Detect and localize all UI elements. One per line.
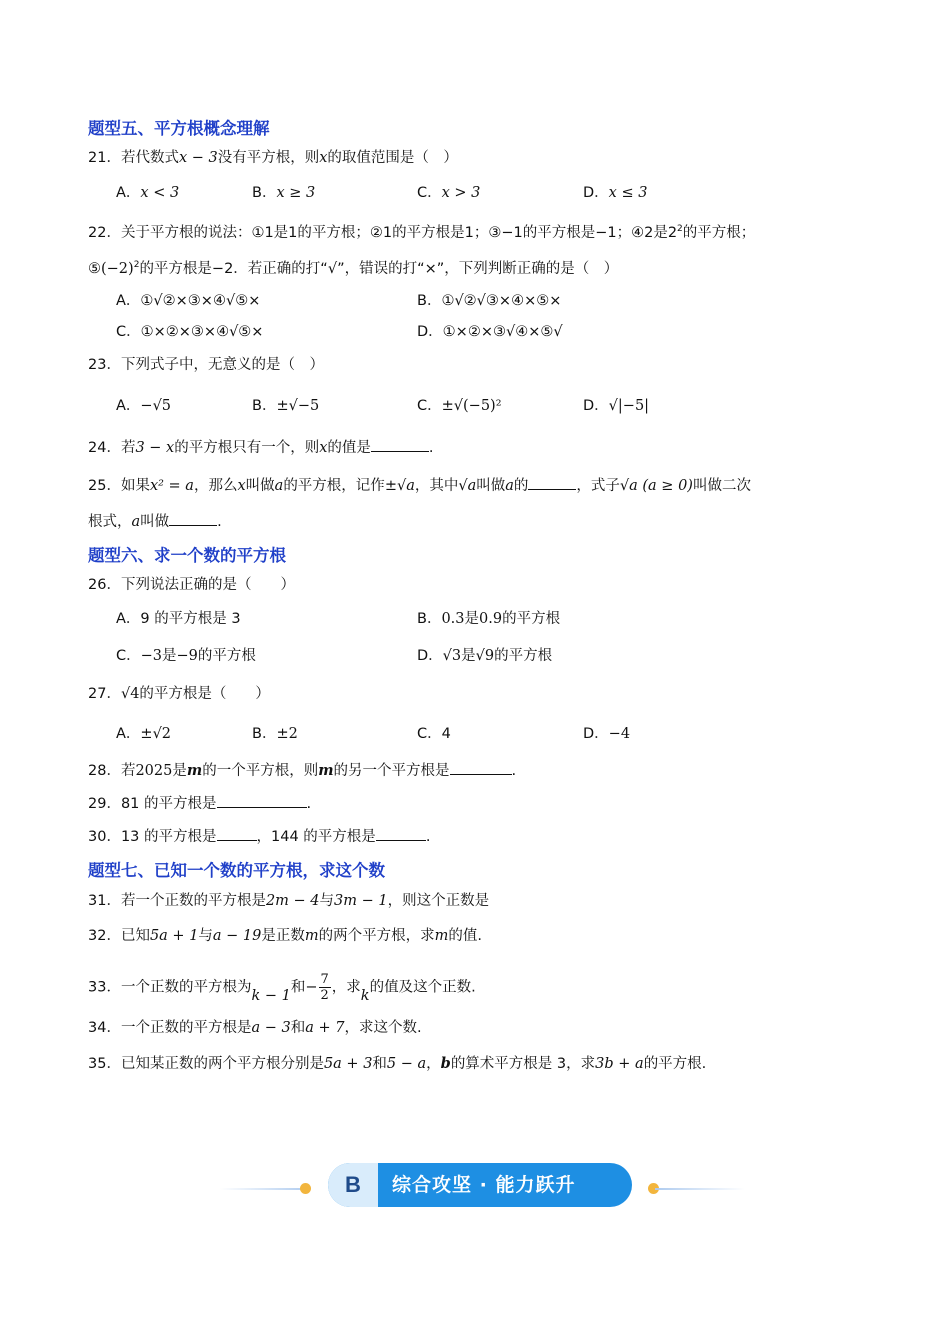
question-32: 32．已知5a + 1与a − 19是正数m的两个平方根，求m的值. bbox=[88, 928, 482, 944]
answer-blank[interactable] bbox=[217, 793, 307, 808]
option-c: C．①×②×③×④√⑤× bbox=[116, 324, 264, 340]
question-33: 33．一个正数的平方根为k − 1和− $\frac{7}{2}$ ，求k的值及这个正数. bbox=[88, 972, 476, 1004]
option-d: D．x ≤ 3 bbox=[583, 185, 648, 201]
option-d: D．√3是√9的平方根 bbox=[417, 648, 553, 664]
question-23: 23．下列式子中，无意义的是（ ） bbox=[88, 357, 324, 373]
question-26: 26．下列说法正确的是（ ） bbox=[88, 577, 295, 593]
option-a: A．①√②×③×④√⑤× bbox=[116, 293, 261, 309]
answer-blank[interactable] bbox=[376, 826, 426, 841]
option-c: C．−3是−9的平方根 bbox=[116, 648, 256, 664]
section-banner bbox=[210, 1160, 750, 1216]
option-a: A．9 的平方根是 3 bbox=[116, 611, 241, 627]
section-title-6: 题型六、求一个数的平方根 bbox=[88, 546, 286, 565]
question-25-line1: 25．如果x² = a，那么x叫做a的平方根，记作±√a，其中√a叫做a的 ，式子√a (a ≥ 0)叫做二次 bbox=[88, 475, 751, 496]
option-d: D．−4 bbox=[583, 726, 631, 742]
option-d: D．√|−5| bbox=[583, 398, 650, 414]
question-34: 34．一个正数的平方根是a − 3和a + 7，求这个数. bbox=[88, 1020, 422, 1036]
answer-blank[interactable] bbox=[371, 437, 429, 452]
banner-text: 综合攻坚 · 能力跃升 bbox=[392, 1174, 576, 1196]
option-b: B．①√②√③×④×⑤× bbox=[417, 293, 562, 309]
question-22-line2: $⑤(-2)^2$的平方根是−2．若正确的打“√”，错误的打“×”，下列判断正确的是（ ） bbox=[88, 260, 619, 277]
answer-blank[interactable] bbox=[450, 760, 512, 775]
banner-letter: B bbox=[328, 1163, 378, 1207]
option-c: C．4 bbox=[417, 726, 451, 742]
question-35: 35．已知某正数的两个平方根分别是5a + 3和5 − a，b的算术平方根是 3，求3b + a的平方根. bbox=[88, 1055, 707, 1072]
question-31: 31．若一个正数的平方根是2m − 4与3m − 1，则这个正数是 bbox=[88, 893, 490, 909]
question-30: 30．13 的平方根是 ，144 的平方根是 . bbox=[88, 826, 430, 847]
question-29: 29．81 的平方根是 . bbox=[88, 793, 311, 814]
option-c: C．x > 3 bbox=[417, 185, 481, 201]
answer-blank[interactable] bbox=[169, 511, 217, 526]
section-title-7: 题型七、已知一个数的平方根，求这个数 bbox=[88, 861, 385, 880]
divider-line bbox=[655, 1188, 745, 1190]
question-27: 27．√4的平方根是（ ） bbox=[88, 686, 270, 702]
dot-icon bbox=[300, 1183, 311, 1194]
math-expr: x − 3 bbox=[178, 150, 218, 166]
option-a: A．±√2 bbox=[116, 726, 172, 742]
option-b: B．±2 bbox=[252, 726, 298, 742]
option-a: A．x < 3 bbox=[116, 185, 180, 201]
answer-blank[interactable] bbox=[528, 475, 576, 490]
section-title-5: 题型五、平方根概念理解 bbox=[88, 119, 270, 138]
answer-blank[interactable] bbox=[217, 826, 257, 841]
divider-line bbox=[220, 1188, 310, 1190]
option-d: D．①×②×③√④×⑤√ bbox=[417, 324, 563, 340]
option-b: B．0.3是0.9的平方根 bbox=[417, 611, 561, 627]
question-22-line1: 22．关于平方根的说法：①1是1的平方根；②1的平方根是1；③−1的平方根是−1；④2是$2^2$的平方根； bbox=[88, 224, 756, 241]
option-a: A．−√5 bbox=[116, 398, 172, 414]
banner-pill bbox=[328, 1163, 632, 1207]
option-c: C．±√(−5)² bbox=[417, 398, 502, 414]
question-24: 24．若3 − x的平方根只有一个，则x的值是 . bbox=[88, 437, 434, 458]
question-28: 28．若2025是m的一个平方根，则m的另一个平方根是 . bbox=[88, 762, 517, 779]
question-21: 21．若代数式x − 3没有平方根，则x的取值范围是（ ） bbox=[88, 150, 458, 166]
option-b: B．x ≥ 3 bbox=[252, 185, 316, 201]
question-25-line2: 根式，a叫做 . bbox=[88, 511, 222, 532]
option-b: B．±√−5 bbox=[252, 398, 320, 414]
fraction: $\frac{7}{2}$ bbox=[320, 972, 329, 1003]
